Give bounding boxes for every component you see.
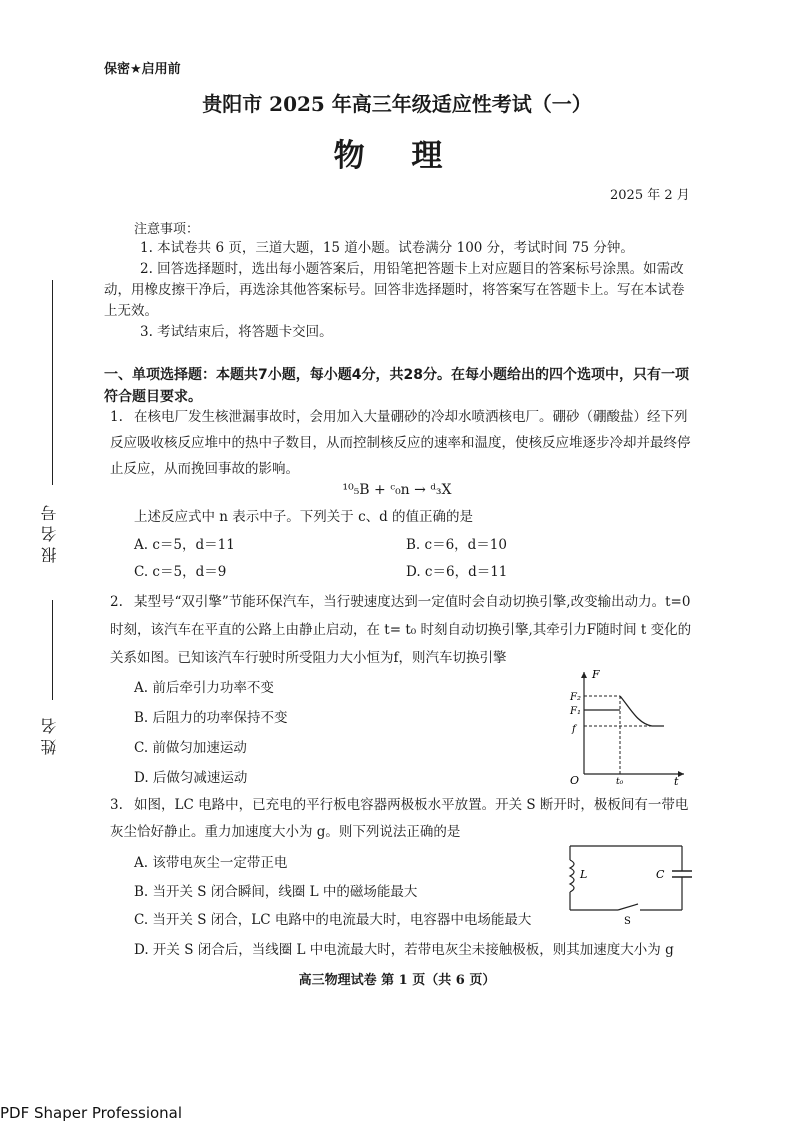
note-item: 1. 本试卷共 6 页，三道大题，15 道小题。试卷满分 100 分，考试时间 75 分钟。 xyxy=(140,240,634,256)
switch-label: S xyxy=(624,916,631,926)
nuclear-equation: ¹⁰₅B + ᶜ₀n → ᵈ₃X xyxy=(342,482,452,498)
option-a: A. c＝5，d＝11 xyxy=(134,537,235,553)
option-a: A. 前后牵引力功率不变 xyxy=(134,680,274,696)
option-b: B. 后阻力的功率保持不变 xyxy=(134,710,288,726)
section-1-heading: 一、单项选择题：本题共7小题，每小题4分，共28分。在每小题给出的四个选项中，只有一项符合题目要求。 xyxy=(104,367,689,405)
option-c: C. c＝5，d＝9 xyxy=(134,564,227,580)
question-1-stem: 上述反应式中 n 表示中子。下列关于 c、d 的值正确的是 xyxy=(134,509,474,525)
question-number: 2. xyxy=(110,594,123,610)
notes-list xyxy=(104,238,694,343)
option-c: C. 前做匀加速运动 xyxy=(134,740,247,756)
switch-lever xyxy=(618,904,638,910)
question-text: 在核电厂发生核泄漏事故时，会用加入大量硼砂的冷却水喷洒核电厂。硼砂（硼酸盐）经下列反应吸收核反应堆中的热中子数目，从而控制核反应的速率和温度，使核反应堆逐步冷却并最终停止反应，从而挽回事故的影响。 xyxy=(110,409,691,477)
option-b: B. c＝6，d＝10 xyxy=(406,537,507,553)
confidential-label: 保密★启用前 xyxy=(104,62,181,77)
capacitor-label: C xyxy=(656,868,665,881)
question-number: 3. xyxy=(110,797,123,813)
option-c: C. 当开关 S 闭合，LC 电路中的电流最大时，电容器中电场能最大 xyxy=(134,912,532,928)
option-d: D. 后做匀减速运动 xyxy=(134,770,248,786)
f1-label: F₁ xyxy=(570,706,581,717)
question-2 xyxy=(110,588,696,672)
question-text: 如图，LC 电路中，已充电的平行板电容器两极板水平放置。开关 S 断开时，极板间有一带电灰尘恰好静止。重力加速度大小为 g。则下列说法正确的是 xyxy=(110,797,689,840)
f-label: f xyxy=(572,724,576,735)
exam-number-label: 报 名 号 xyxy=(40,505,59,564)
force-curve xyxy=(620,696,664,726)
option-d: D. 开关 S 闭合后，当线圈 L 中电流最大时，若带电灰尘未接触极板，则其加速度大小为 g xyxy=(134,942,674,958)
question-1 xyxy=(110,404,696,482)
force-time-graph xyxy=(560,666,690,786)
subject-title: 物 理 xyxy=(333,138,461,174)
page-footer: 高三物理试卷 第 1 页（共 6 页） xyxy=(298,973,496,988)
watermark: PDF Shaper Professional xyxy=(0,1104,183,1122)
f2-label: F₂ xyxy=(570,692,581,703)
t-axis-label: t xyxy=(674,775,679,786)
option-b: B. 当开关 S 闭合瞬间，线圈 L 中的磁场能最大 xyxy=(134,884,418,900)
name-label: 姓 名 xyxy=(40,718,59,756)
t0-label: t₀ xyxy=(616,777,624,786)
origin-label: O xyxy=(570,774,580,786)
inductor-label: L xyxy=(580,868,588,881)
lc-circuit-diagram xyxy=(558,838,694,926)
inductor-coil xyxy=(570,860,574,892)
binding-line-middle xyxy=(52,600,53,700)
exam-date: 2025 年 2 月 xyxy=(610,188,690,203)
notes-heading: 注意事项： xyxy=(134,222,200,237)
binding-line-top xyxy=(52,280,53,485)
option-d: D. c＝6，d＝11 xyxy=(406,564,508,580)
note-item: 2. 回答选择题时，选出每小题答案后，用铅笔把答题卡上对应题目的答案标号涂黑。如需改动，用橡皮擦干净后，再选涂其他答案标号。回答非选择题时，将答案写在答题卡上。写在本试卷上无效。 xyxy=(104,261,685,319)
note-item: 3. 考试结束后，将答题卡交回。 xyxy=(140,324,333,340)
f-axis-label: F xyxy=(592,668,600,681)
exam-title: 贵阳市 2025 年高三年级适应性考试（一） xyxy=(202,92,592,116)
question-text: 某型号“双引擎”节能环保汽车，当行驶速度达到一定值时会自动切换引擎,改变输出动力。t=0 时刻，该汽车在平直的公路上由静止启动，在 t= t₀ 时刻自动切换引擎,其牵引力F随时间 t 变化的关系如图。已知该汽车行驶时所受阻力大小恒为f，则汽车切换引擎 xyxy=(110,594,692,666)
question-number: 1. xyxy=(110,409,123,425)
option-a: A. 该带电灰尘一定带正电 xyxy=(134,855,288,871)
